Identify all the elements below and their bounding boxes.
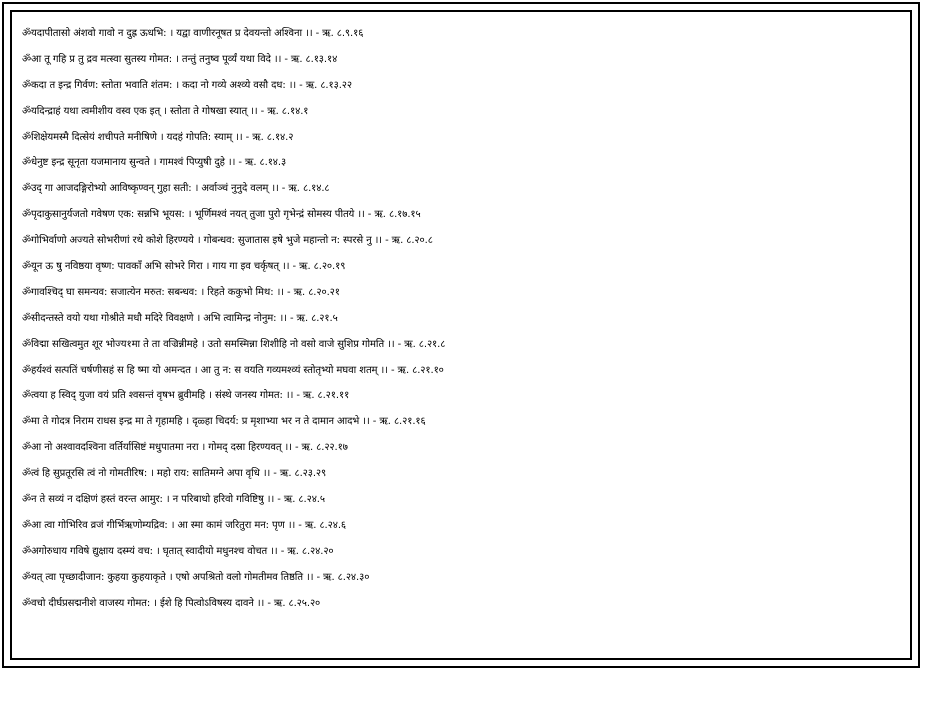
verse-list <box>22 21 904 616</box>
verse-line: ॐपृदाकुसानुर्यजतो गवेषण एक: सन्नभि भूयस: । भूर्णिमश्वं नयत् तुजा पुरो गृभेन्द्रं सोमस्य पीतये ।। - ऋ. ८.१७.१५ <box>22 209 421 221</box>
verse-line: ॐआ नो अश्वावदश्विना वर्तिर्यासिष्टं मधुपातमा नरा । गोमद् दस्रा हिरण्यवत् ।। - ऋ. ८.२२.१७ <box>22 442 348 454</box>
verse-line: ॐगोभिर्वाणो अज्यते सोभरीणां रथे कोशे हिरण्यये । गोबन्धव: सुजातास इषे भुजे महान्तो न: स्परसे नु ।। - ऋ. ८.२०.८ <box>22 235 433 247</box>
verse-line: ॐविद्मा सखित्वमुत शूर भोज्य१मा ते ता वज्रिन्नीमहे । उतो समस्मिन्ना शिशीहि नो वसो वाजे सुशिप्र गोमति ।। - ऋ. ८.२१.८ <box>22 338 446 350</box>
verse-line: ॐधेनुष्ट इन्द्र सूनृता यजमानाय सुन्वते । गामश्वं पिप्युषी दुहे ।। - ऋ. ८.१४.३ <box>22 157 287 169</box>
verse-line: ॐआ त्वा गोभिरिव व्रजं गीर्भिऋणोम्यद्रिव: । आ स्मा कामं जरितुरा मन: पृण ।। - ऋ. ८.२४.६ <box>22 519 347 531</box>
verse-line: ॐवचो दीर्घप्रसद्मनीशे वाजस्य गोमत: । ईशे हि पित्वोऽविषस्य दावने ।। - ऋ. ८.२५.२० <box>22 597 321 609</box>
verse-line: ॐयत् त्वा पृच्छादीजान: कुहया कुहयाकृते । एषो अपश्रितो वलो गोमतीमव तिष्ठति ।। - ऋ. ८.२४.३० <box>22 571 370 583</box>
verse-line: ॐअगोरुधाय गविषे द्युक्षाय दस्म्यं वच: । घृतात् स्वादीयो मधुनश्च वोचत ।। - ऋ. ८.२४.२० <box>22 545 334 557</box>
verse-line: ॐयून ऊ षु नविष्ठया वृष्ण: पावकाँ अभि सोभरे गिरा । गाय गा इव चर्कृषत् ।। - ऋ. ८.२०.१९ <box>22 261 346 273</box>
verse-line: ॐयदापीतासो अंशवो गावो न दुह्र ऊधभि: । यद्वा वाणीरनूषत प्र देवयन्तो अश्विना ।। - ऋ. ८.९.१६ <box>22 28 364 39</box>
verse-line: ॐउद् गा आजदङ्गिरोभ्यो आविष्कृण्वन् गुहा सती: । अर्वाञ्चं नुनुदे वलम् ।। - ऋ. ८.१४.८ <box>22 183 330 195</box>
inner-border <box>10 10 912 660</box>
verse-line: ॐकदा त इन्द्र गिर्वण: स्तोता भवाति शंतम: । कदा नो गव्ये अश्व्ये वसौ दध: ।। - ऋ. ८.१३.२२ <box>22 79 352 91</box>
verse-line: ॐत्वं हि सुप्रतूरसि त्वं नो गोमतीरिष: । महो राय: सातिमग्ने अपा वृधि ।। - ऋ. ८.२३.२९ <box>22 468 327 480</box>
verse-line: ॐयदिन्द्राहं यथा त्वमीशीय वस्व एक इत् । स्तोता ते गोषखा स्यात् ।। - ऋ. ८.१४.१ <box>22 105 309 117</box>
outer-border <box>2 2 920 668</box>
verse-line: ॐहर्यश्वं सत्पतिं चर्षणीसहं स हि ष्मा यो अमन्दत । आ तु न: स वयति गव्यमश्व्यं स्तोतृभ्यो मघवा शतम् ।। - ऋ. ८.२१.१० <box>22 364 444 376</box>
verse-line: ॐमा ते गोदत्र निराम राधस इन्द्र मा ते गृहामहि । दृळ्हा चिदर्य: प्र मृशाभ्या भर न ते दामान आदभे ।। - ऋ. ८.२१.१६ <box>22 416 426 428</box>
verse-line: ॐत्वया ह स्विद् युजा वयं प्रति श्वसन्तं वृषभ ब्रुवीमहि । संस्थे जनस्य गोमत: ।। - ऋ. ८.२१.११ <box>22 390 350 402</box>
verse-line: ॐसीदन्तस्ते वयो यथा गोश्रीते मधौ मदिरे विवक्षणे । अभि त्वामिन्द्र नोनुम: ।। - ऋ. ८.२१.५ <box>22 312 338 324</box>
verse-line: ॐगावश्चिद् घा समन्यव: सजात्येन मरुत: सबन्धव: । रिहते ककुभो मिथ: ।। - ऋ. ८.२०.२१ <box>22 286 340 298</box>
verse-line: ॐआ तू गहि प्र तु द्रव मत्स्वा सुतस्य गोमत: । तन्तुं तनुष्व पूर्व्यं यथा विदे ।। - ऋ. ८.१३.१४ <box>22 53 338 65</box>
verse-line: ॐन ते सव्यं न दक्षिणं हस्तं वरन्त आमुर: । न परिबाधो हरिवो गविष्टिषु ।। - ऋ. ८.२४.५ <box>22 494 325 506</box>
verse-line: ॐशिक्षेयमस्मै दित्सेयं शचीपते मनीषिणे । यदहं गोपति: स्याम् ।। - ऋ. ८.१४.२ <box>22 131 294 143</box>
